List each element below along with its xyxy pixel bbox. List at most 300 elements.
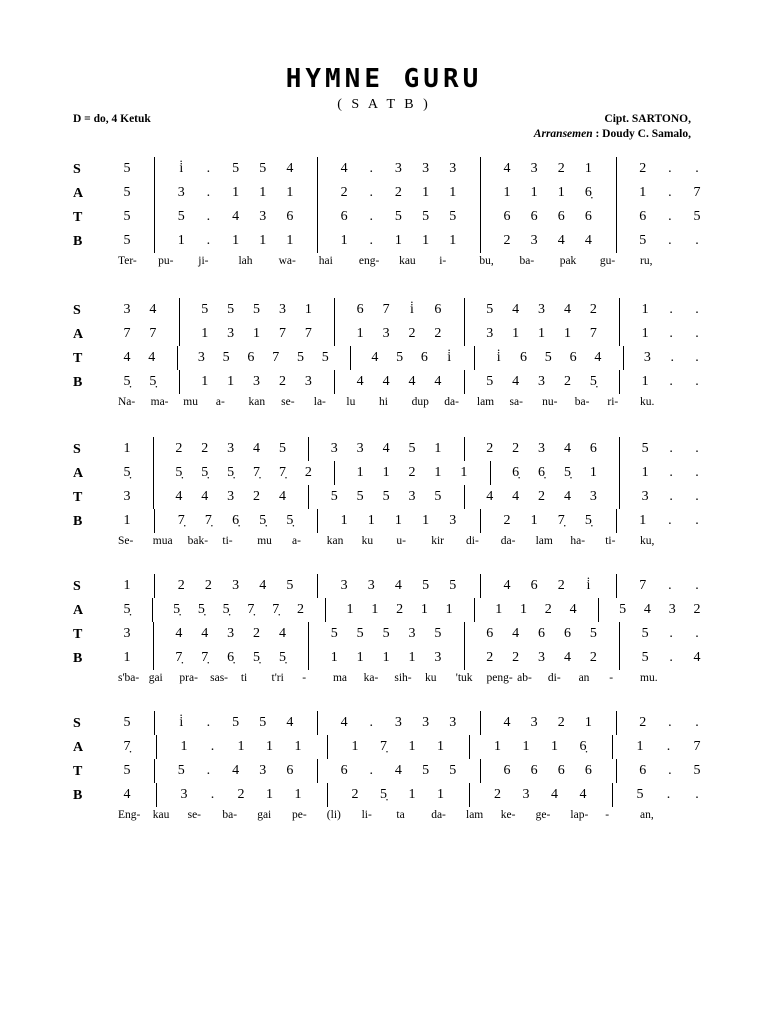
voice-label: A (73, 466, 84, 481)
lyric-syllable: ku. (640, 396, 655, 408)
note: 7 (123, 326, 131, 341)
note: 7̣ (177, 513, 185, 528)
note: 5 (321, 350, 329, 365)
voice-staff (0, 229, 768, 253)
barline (480, 229, 481, 253)
note: . (695, 350, 699, 365)
note: 1 (201, 374, 209, 389)
lyrics-line (0, 253, 768, 275)
lyric-syllable: kan (326, 535, 344, 547)
note: 2 (693, 602, 701, 617)
note: 5 (422, 578, 430, 593)
barline (152, 598, 153, 622)
barline (325, 598, 326, 622)
note: 6 (420, 350, 428, 365)
note: 4 (340, 161, 348, 176)
note: . (695, 787, 699, 802)
lyric-syllable: ba- (574, 396, 590, 408)
note: 2 (408, 326, 416, 341)
note: . (206, 233, 211, 248)
note: 6 (356, 302, 364, 317)
barline (464, 646, 465, 670)
note: 2 (408, 465, 416, 480)
note: . (669, 302, 673, 317)
note: 1 (123, 650, 131, 665)
note: 1 (351, 739, 359, 754)
voice-staff (0, 370, 768, 394)
note: 7 (382, 302, 390, 317)
note: . (695, 626, 699, 641)
note: 5 (296, 350, 304, 365)
note: 6 (434, 302, 442, 317)
note: 2 (557, 161, 565, 176)
barline (616, 759, 617, 783)
note: 3 (278, 302, 286, 317)
note: . (210, 739, 215, 754)
note: 3 (486, 326, 494, 341)
barline (327, 783, 328, 807)
note: 2 (351, 787, 359, 802)
note: 1 (420, 602, 428, 617)
note: 5 (259, 161, 267, 176)
barline (156, 735, 157, 759)
note: 4 (149, 302, 157, 317)
note: 6 (530, 578, 538, 593)
note: 4 (579, 787, 587, 802)
note: 4 (434, 374, 442, 389)
note: 6 (340, 209, 348, 224)
barline (619, 322, 620, 346)
note: 2 (563, 374, 571, 389)
note: . (669, 326, 673, 341)
barline (153, 622, 154, 646)
barline (179, 370, 180, 394)
note: 4 (503, 161, 511, 176)
note: 1 (503, 185, 511, 200)
note: 5 (636, 787, 644, 802)
barline (616, 205, 617, 229)
note: 4 (278, 489, 286, 504)
note: . (369, 715, 374, 730)
barline (480, 711, 481, 735)
note: . (668, 233, 672, 248)
note: 3 (449, 161, 457, 176)
note: 5 (201, 302, 209, 317)
voice-label: T (73, 764, 83, 779)
note: 1 (177, 233, 185, 248)
lyrics-line (0, 533, 768, 555)
note: 5 (123, 209, 131, 224)
note: 1 (123, 441, 131, 456)
note: 6 (530, 209, 538, 224)
lyric-syllable: ma (332, 672, 347, 684)
note: 3 (449, 513, 457, 528)
note: 4 (512, 489, 520, 504)
note: 2 (589, 302, 597, 317)
barline (616, 157, 617, 181)
barline (469, 735, 470, 759)
note: 3 (434, 650, 442, 665)
voice-label: B (73, 514, 83, 529)
note: 3 (177, 185, 185, 200)
note: 4 (201, 489, 209, 504)
lyric-syllable: ha- (570, 535, 586, 547)
note: 5 (232, 161, 240, 176)
note: 2 (253, 489, 261, 504)
lyric-syllable: ke- (500, 809, 516, 821)
note: 4 (503, 578, 511, 593)
barline (474, 598, 475, 622)
note: 5 (330, 626, 338, 641)
lyric-syllable: Na- (118, 396, 136, 408)
note: 1 (266, 787, 273, 802)
voice-label: B (73, 375, 83, 390)
note: 7̣ (380, 739, 387, 754)
note: 7̣ (204, 513, 212, 528)
note: 1 (382, 465, 390, 480)
note: 4 (175, 489, 183, 504)
note: 3 (449, 715, 457, 730)
voice-label: T (73, 490, 83, 505)
note: 1 (123, 578, 131, 593)
lyric-syllable: an, (640, 809, 654, 821)
barline (350, 346, 351, 370)
barline (154, 181, 155, 205)
note: 5 (544, 350, 552, 365)
note: 4 (286, 715, 294, 730)
note: . (668, 209, 672, 224)
note: 3 (197, 350, 205, 365)
note: 5 (434, 489, 442, 504)
barline (619, 622, 620, 646)
voice-staff (0, 322, 768, 346)
note: 1 (259, 233, 267, 248)
lyric-syllable: Ter- (118, 255, 137, 267)
voice-staff (0, 485, 768, 509)
note: 5 (227, 302, 235, 317)
barline (480, 157, 481, 181)
note: 1 (286, 185, 294, 200)
lyric-syllable: eng- (358, 255, 380, 267)
note: . (695, 326, 699, 341)
barline (334, 298, 335, 322)
note: 7 (693, 185, 701, 200)
barline (480, 759, 481, 783)
note: 6 (340, 763, 348, 778)
note: 2 (544, 602, 552, 617)
note: 1 (530, 513, 538, 528)
lyric-syllable: kau (399, 255, 416, 267)
lyric-syllable: - (302, 672, 307, 684)
note: 5̣ (380, 787, 387, 802)
note: . (206, 161, 211, 176)
note: 5̣ (227, 465, 235, 480)
barline (619, 298, 620, 322)
note: 5 (356, 489, 364, 504)
barline (317, 711, 318, 735)
barline (177, 346, 178, 370)
note: 6 (557, 763, 565, 778)
note: 3 (227, 326, 235, 341)
score-system (0, 574, 768, 692)
note: 4 (563, 302, 571, 317)
note: 3 (422, 161, 430, 176)
note: 6 (589, 441, 597, 456)
note: 4 (232, 763, 240, 778)
lyric-syllable: ab- (517, 672, 532, 684)
barline (616, 181, 617, 205)
note: . (695, 441, 699, 456)
note: 5 (177, 209, 185, 224)
note: 7̣ (123, 739, 131, 754)
note: . (369, 233, 374, 248)
note: 3 (253, 374, 261, 389)
barline (317, 205, 318, 229)
barline (317, 759, 318, 783)
lyric-syllable: sas- (210, 672, 228, 684)
note: . (669, 489, 673, 504)
note: 6 (584, 763, 592, 778)
note: 1 (123, 513, 131, 528)
note: 3 (394, 161, 402, 176)
barline (154, 205, 155, 229)
note: 5 (286, 578, 294, 593)
note: 5 (396, 350, 404, 365)
note: 3 (538, 441, 546, 456)
note: 4 (371, 350, 379, 365)
voice-staff (0, 205, 768, 229)
note: 1 (394, 513, 402, 528)
note: 5̣ (201, 465, 209, 480)
note: 4 (563, 441, 571, 456)
note: . (695, 161, 699, 176)
note: . (666, 739, 671, 754)
note: 3 (530, 715, 538, 730)
note: 4 (123, 787, 131, 802)
note: 7 (693, 739, 701, 754)
note: 2 (296, 602, 304, 617)
note: 1 (232, 233, 240, 248)
lyric-syllable: ti- (605, 535, 616, 547)
barline (616, 574, 617, 598)
note: 3 (538, 650, 546, 665)
note: 5 (278, 441, 286, 456)
barline (317, 509, 318, 533)
note: 4 (503, 715, 511, 730)
voice-staff (0, 298, 768, 322)
note: 2 (639, 161, 647, 176)
lyrics-line (0, 670, 768, 692)
note: . (695, 374, 699, 389)
note: . (695, 465, 699, 480)
note: 6 (584, 209, 592, 224)
barline (480, 574, 481, 598)
note: 5̣ (123, 374, 131, 389)
note: 6 (503, 209, 511, 224)
note: 1 (340, 513, 348, 528)
note: 4 (693, 650, 701, 665)
voice-label: B (73, 788, 83, 803)
note: 6̣ (579, 739, 587, 754)
note: 1 (495, 602, 503, 617)
lyric-syllable: pu- (158, 255, 174, 267)
note: 4 (278, 626, 286, 641)
voice-label: S (73, 303, 81, 318)
lyric-syllable: ti (240, 672, 248, 684)
note: 3 (330, 441, 338, 456)
lyric-syllable: a- (292, 535, 301, 547)
lyric-syllable: pra- (179, 672, 198, 684)
note: 5 (449, 763, 457, 778)
note: 3 (538, 374, 546, 389)
barline (464, 322, 465, 346)
note: 3 (259, 763, 267, 778)
note: 3 (227, 489, 235, 504)
note: 1 (356, 650, 364, 665)
barline (616, 509, 617, 533)
note: 3 (304, 374, 312, 389)
barline (480, 205, 481, 229)
note: 1 (530, 185, 538, 200)
lyric-syllable: - (605, 809, 610, 821)
note: 6 (247, 350, 255, 365)
lyric-syllable: lu (346, 396, 356, 408)
score-system (0, 711, 768, 829)
voice-label: A (73, 327, 84, 342)
note: 3 (422, 715, 430, 730)
note: 1 (422, 513, 430, 528)
note: 3 (530, 233, 538, 248)
lyric-syllable: 'tuk (455, 672, 473, 684)
note: 5 (222, 350, 230, 365)
note: 1 (294, 739, 302, 754)
note: 5̣ (123, 465, 131, 480)
note: 2 (177, 578, 185, 593)
lyric-syllable: (li) (326, 809, 341, 821)
barline (154, 711, 155, 735)
score-system (0, 298, 768, 416)
note: 1 (371, 602, 379, 617)
note: . (669, 626, 673, 641)
note: 2 (557, 715, 565, 730)
lyric-syllable: kau (152, 809, 170, 821)
note: 7̣ (272, 602, 280, 617)
barline (317, 229, 318, 253)
note: . (206, 209, 211, 224)
note: 1 (551, 739, 558, 754)
note: . (206, 715, 211, 730)
lyric-syllable: u- (396, 535, 406, 547)
barline (616, 711, 617, 735)
barline (308, 437, 309, 461)
barline (154, 509, 155, 533)
note: 3 (382, 326, 390, 341)
lyric-syllable: sih- (394, 672, 412, 684)
barline (334, 370, 335, 394)
note: 2 (503, 233, 511, 248)
note: 4 (594, 350, 602, 365)
note: 3 (538, 302, 546, 317)
lyric-syllable: da- (431, 809, 446, 821)
song-title: HYMNE GURU (285, 64, 483, 94)
lyric-syllable: t'ri (271, 672, 284, 684)
note: . (369, 209, 374, 224)
note: 5 (449, 209, 457, 224)
note: 5̣ (197, 602, 205, 617)
note: 4 (232, 209, 240, 224)
lyric-syllable: ge- (535, 809, 551, 821)
note: 5 (641, 650, 649, 665)
lyrics-line (0, 394, 768, 416)
voice-staff (0, 437, 768, 461)
note: . (669, 650, 673, 665)
note: . (369, 185, 374, 200)
note: 1 (449, 233, 457, 248)
lyric-syllable: di- (466, 535, 479, 547)
note: 7 (304, 326, 312, 341)
note: 6̣ (512, 465, 520, 480)
note: 1 (394, 233, 402, 248)
note: 3 (227, 441, 235, 456)
note: 5̣ (222, 602, 230, 617)
lyric-syllable: ri- (607, 396, 619, 408)
voice-label: B (73, 651, 83, 666)
voice-staff (0, 735, 768, 759)
lyric-syllable: ma- (150, 396, 169, 408)
note: 5 (382, 489, 390, 504)
note: 1 (589, 465, 597, 480)
note: 2 (639, 715, 647, 730)
arranger-line (534, 128, 691, 140)
note: 6 (486, 626, 494, 641)
note: 1 (227, 374, 235, 389)
lyric-syllable: wa- (278, 255, 296, 267)
note: 3 (340, 578, 348, 593)
note: 5 (434, 626, 442, 641)
lyric-syllable: ba- (222, 809, 238, 821)
note: 4 (512, 302, 520, 317)
note: 1 (538, 326, 546, 341)
note: 1 (367, 513, 375, 528)
note: 6̣ (227, 650, 235, 665)
note: 4 (394, 763, 402, 778)
note: 3 (530, 161, 538, 176)
barline (154, 157, 155, 181)
note: 5 (619, 602, 627, 617)
note: i̇ (410, 302, 414, 317)
note: 1 (201, 326, 209, 341)
lyric-syllable: ji- (198, 255, 209, 267)
note: 5 (123, 233, 131, 248)
note: 1 (584, 715, 592, 730)
arranger: : Doudy C. Samalo, (595, 128, 691, 140)
note: 4 (563, 489, 571, 504)
barline (616, 229, 617, 253)
lyric-syllable: lam (535, 535, 553, 547)
note: 1 (522, 739, 530, 754)
lyric-syllable: pak (559, 255, 577, 267)
note: 1 (434, 465, 442, 480)
note: 1 (512, 326, 520, 341)
barline (619, 646, 620, 670)
note: 1 (408, 787, 416, 802)
barline (480, 181, 481, 205)
lyric-syllable: ku (361, 535, 374, 547)
lyric-syllable: lam (466, 809, 484, 821)
note: 5̣ (123, 602, 131, 617)
note: 1 (422, 233, 430, 248)
voice-label: A (73, 740, 84, 755)
